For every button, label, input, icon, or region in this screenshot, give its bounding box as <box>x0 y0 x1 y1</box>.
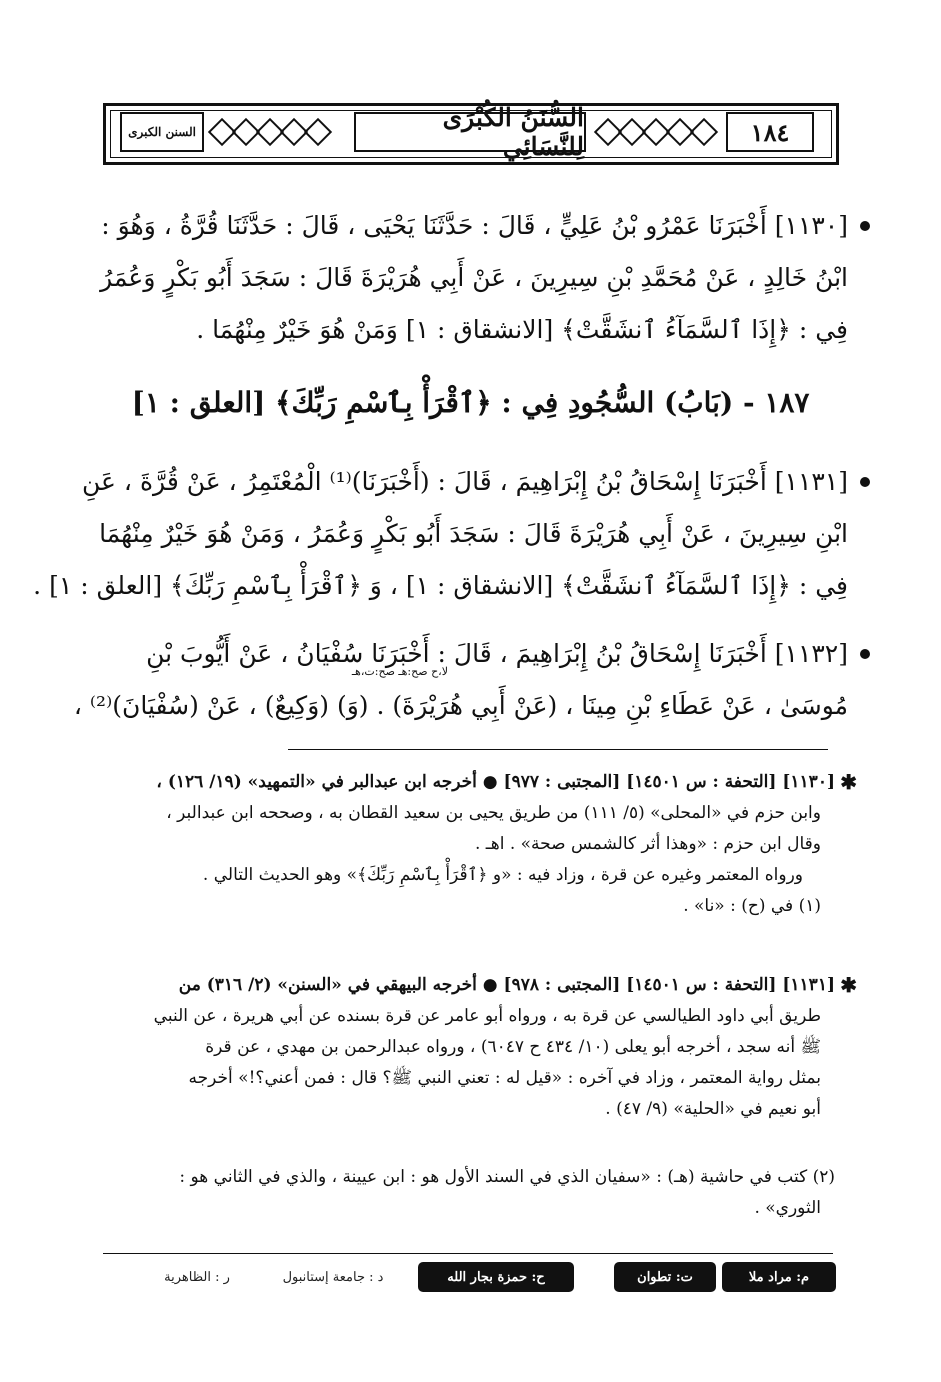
hadith-line: فِي : ﴿إِذَا ٱلسَّمَآءُ ٱنشَقَّتْ﴾ [الانشقاق : ١] وَمَنْ هُوَ خَيْرٌ مِنْهُمَا . <box>196 315 848 344</box>
series-logo <box>120 112 204 152</box>
page-number-text: ١٨٤ <box>750 117 790 147</box>
footnote-line: أبو نعيم في «الحلية» (٩/ ٤٧) . <box>605 1099 821 1119</box>
manuscript-m: م: مراد ملا <box>722 1262 836 1292</box>
hadith-line: ابْنُ خَالِدٍ ، عَنْ مُحَمَّدِ بْنِ سِيرِينَ ، عَنْ أَبِي هُرَيْرَةَ قَالَ : سَجَدَ أَبُو بَكْرٍ وَعُمَرُ <box>100 263 848 292</box>
hadith-1132 <box>73 628 848 732</box>
footnote-2 <box>105 1162 835 1224</box>
asterisk-icon: ✱ <box>840 770 857 794</box>
hadith-line: [١١٣٠] أَخْبَرَنَا عَمْرُو بْنُ عَلِيٍّ ، قَالَ : حَدَّثَنَا يَحْيَى ، قَالَ : حَدَّثَنَا قُرَّةُ ، وَهُوَ : <box>101 211 848 240</box>
asterisk-icon: ✱ <box>840 973 857 997</box>
footnote-line: ورواه المعتمر وغيره عن قرة ، وزاد فيه : «و ﴿ٱقْرَأْ بِٱسْمِ رَبِّكَ﴾» وهو الحديث التالي . <box>202 865 803 885</box>
manuscript-margin-notes: لا،ح صح:هـ صح:ت،هـ <box>351 665 448 678</box>
page-header <box>103 103 839 165</box>
footnote-line: [١١٣١] [التحفة : س ١٤٥٠١] [المجتبى : ٩٧٨] ● أخرجه البيهقي في «السنن» (٢/ ٣١٦) من <box>178 975 835 995</box>
footnote-1130 <box>105 767 857 922</box>
footnote-1131 <box>105 970 857 1125</box>
bullet-icon <box>860 221 870 231</box>
manuscript-d: د : جامعة إستانبول <box>282 1269 384 1285</box>
footnote-divider <box>288 749 828 750</box>
chapter-heading: ١٨٧ - (بَابُ) السُّجُودِ فِي : ﴿ٱقْرَأْ بِٱسْمِ رَبِّكَ﴾ [العلق : ١] <box>131 386 810 419</box>
bullet-icon <box>860 649 870 659</box>
page-number <box>726 112 814 152</box>
footnote-line: [١١٣٠] [التحفة : س ١٤٥٠١] [المجتبى : ٩٧٧] ● أخرجه ابن عبدالبر في «التمهيد» (١٩/ ١٢٦) ، <box>156 772 835 792</box>
logo-text: السنن الكبرى <box>128 125 196 139</box>
footnote-line: بمثل رواية المعتمر ، وزاد في آخره : «قيل له : تعني النبي ﷺ؟ قال : فمن أعني؟!» أخرجه <box>188 1068 821 1088</box>
hadith-line: مُوسَىٰ ، عَنْ عَطَاءِ بْنِ مِينَا ، (عَنْ أَبِي هُرَيْرَةَ) . (وَ) (وَكِيعٌ) ، عَنْ (سُفْيَانَ)⁽²⁾ ، <box>73 691 848 720</box>
footnote-line: ﷺ أنه سجد ، أخرجه أبو يعلى (١٠/ ٤٣٤ ح ٦٠٤٧) ، ورواه عبدالرحمن بن مهدي ، عن قرة <box>205 1037 821 1057</box>
bottom-rule <box>103 1253 833 1254</box>
footnote-line: الثوري» . <box>754 1198 821 1218</box>
manuscript-h: ح: حمزة بجار الله <box>418 1262 574 1292</box>
hadith-1130 <box>88 200 848 356</box>
header-ornament <box>210 112 330 152</box>
hadith-line: فِي : ﴿إِذَا ٱلسَّمَآءُ ٱنشَقَّتْ﴾ [الانشقاق : ١] ، وَ ﴿ٱقْرَأْ بِٱسْمِ رَبِّكَ﴾ [العلق : ١] . <box>33 571 848 600</box>
manuscript-t: ت: تطوان <box>614 1262 716 1292</box>
book-title-text: السُّنَنُ الكُبْرَى لِلنَّسَائِي <box>442 103 584 161</box>
header-ornament <box>596 112 716 152</box>
hadith-1131 <box>33 456 848 612</box>
hadith-line: [١١٣٢] أَخْبَرَنَا إِسْحَاقُ بْنُ إِبْرَاهِيمَ ، قَالَ : أَخْبَرَنَا سُفْيَانُ ، عَنْ أَيُّوبَ بْنِ <box>146 639 848 668</box>
hadith-line: [١١٣١] أَخْبَرَنَا إِسْحَاقُ بْنُ إِبْرَاهِيمَ ، قَالَ : (أَخْبَرَنَا)⁽¹⁾ الْمُعْتَمِرُ ، عَنْ قُرَّةَ ، عَنِ <box>82 467 848 496</box>
book-title <box>354 103 586 161</box>
footnote-line: طريق أبي داود الطيالسي عن قرة به ، ورواه أبو عامر عن قرة بسنده عن أبي هريرة ، عن النبي <box>153 1006 821 1026</box>
hadith-line: ابْنِ سِيرِينَ ، عَنْ أَبِي هُرَيْرَةَ قَالَ : سَجَدَ أَبُو بَكْرٍ وَعُمَرُ ، وَمَنْ هُوَ خَيْرٌ مِنْهُمَا <box>99 519 848 548</box>
footnote-line: وابن حزم في «المحلى» (٥/ ١١١) من طريق يحيى بن سعيد القطان به ، وصححه ابن عبدالبر ، <box>166 803 821 823</box>
footnote-line: وقال ابن حزم : «وهذا أثر كالشمس صحة» . اهـ . <box>474 834 821 854</box>
manuscript-r: ر : الظاهرية <box>164 1269 230 1285</box>
footnote-line: (٢) كتب في حاشية (هـ) : «سفيان الذي في السند الأول هو : ابن عيينة ، والذي في الثاني هو : <box>179 1167 835 1187</box>
footnote-line: (١) في (ح) : «نا» . <box>683 896 821 916</box>
bullet-icon <box>860 477 870 487</box>
